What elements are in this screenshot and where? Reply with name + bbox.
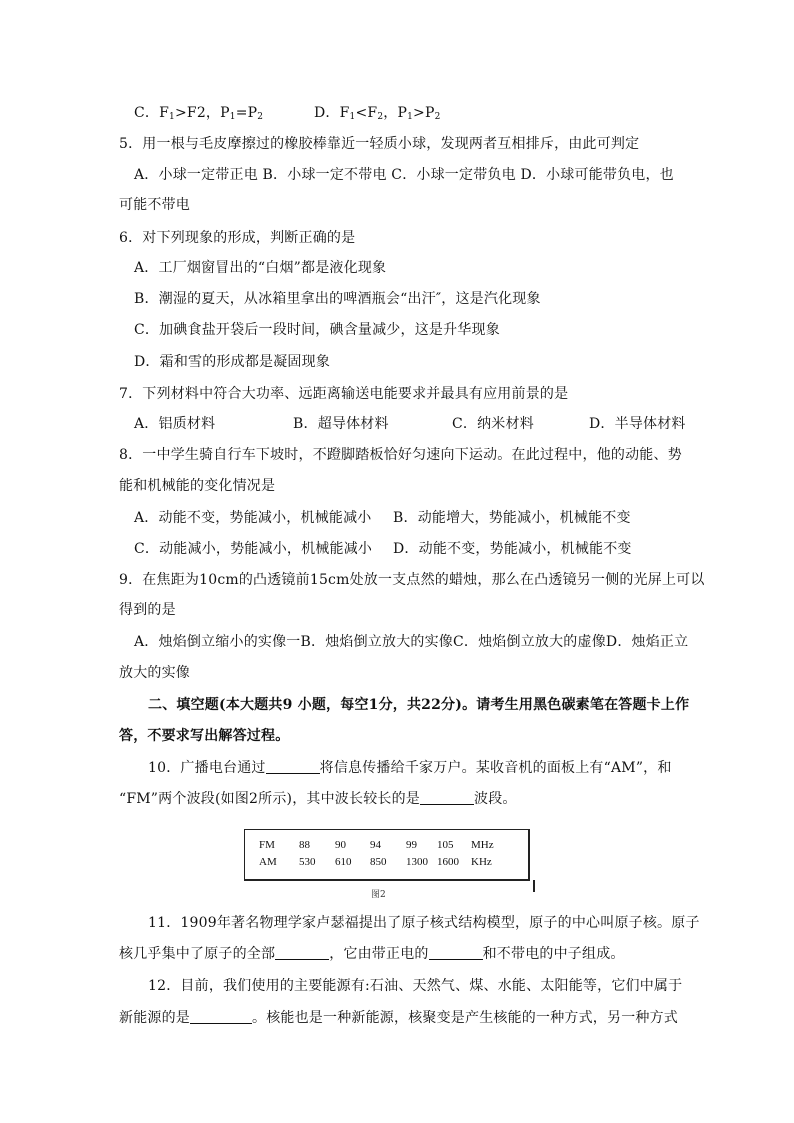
- question-5-options-cont: 可能不带电: [119, 197, 190, 213]
- fm-label: FM: [259, 839, 275, 851]
- am-unit: KHz: [471, 856, 492, 868]
- q4-option-d: D．$F_1<F_2$，$P_1>P_2$: [314, 105, 441, 122]
- question-7-option-c: C．纳米材料: [452, 416, 534, 432]
- question-8-option-c: C．动能减小，势能减小，机械能减小: [134, 541, 373, 557]
- fm-value: 105: [437, 839, 454, 851]
- q10-text-d: 波段。: [474, 791, 517, 807]
- question-8-option-b: B．动能增大，势能减小，机械能不变: [393, 510, 631, 526]
- question-11-line-2: [119, 944, 625, 964]
- fm-value: 90: [335, 839, 346, 851]
- fm-value: 99: [406, 839, 417, 851]
- q12-text-a: 新能源的是: [119, 1010, 190, 1026]
- question-7: 7．下列材料中符合大功率、远距离输送电能要求并最具有应用前景的是: [119, 386, 569, 402]
- q11-text-b: ，它由带正电的: [329, 946, 429, 962]
- section-2-heading-line-2: 答，不要求写出解答过程。: [119, 728, 290, 744]
- am-value: 530: [299, 856, 316, 868]
- am-value: 850: [370, 856, 387, 868]
- radio-band-table: [259, 837, 501, 871]
- q11-blank-2[interactable]: [429, 945, 483, 960]
- question-12-line-1: 12．目前，我们使用的主要能源有:石油、天然气、煤、水能、太阳能等，它们中属于: [148, 978, 683, 994]
- question-6: 6．对下列现象的形成，判断正确的是: [119, 230, 356, 246]
- am-value: 610: [335, 856, 352, 868]
- question-9-options: A．烛焰倒立缩小的实像一B．烛焰倒立放大的实像C．烛焰倒立放大的虚像D．烛焰正立: [134, 634, 689, 650]
- q10-blank-2[interactable]: [420, 790, 474, 805]
- am-label: AM: [259, 856, 277, 868]
- question-6-option-d: D．霜和雪的形成都是凝固现象: [134, 354, 331, 370]
- fm-value: 88: [299, 839, 310, 851]
- question-6-option-b: B．潮湿的夏天，从冰箱里拿出的啤酒瓶会“出汗″，这是汽化现象: [134, 291, 541, 307]
- am-row: [259, 854, 501, 871]
- question-8-option-a: A．动能不变，势能减小，机械能减小: [134, 510, 372, 526]
- q4-option-c: C．$F_1>F2$，$P_1=P_2$: [134, 105, 264, 122]
- question-5-options: A．小球一定带正电 B．小球一定不带电 C．小球一定带负电 D．小球可能带负电，也: [134, 167, 674, 183]
- question-8-line-2: 能和机械能的变化情况是: [119, 478, 276, 494]
- question-9-line-1: 9．在焦距为10cm的凸透镜前15cm处放一支点然的蜡烛，那么在凸透镜另一侧的光屏上可以: [119, 572, 705, 588]
- question-7-option-b: B．超导体材料: [293, 416, 389, 432]
- question-11-line-1: 11．1909年著名物理学家卢瑟福提出了原子核式结构模型，原子的中心叫原子核。原子: [148, 915, 700, 931]
- question-5: 5．用一根与毛皮摩擦过的橡胶棒靠近一轻质小球，发现两者互相排斥，由此可判定: [119, 136, 640, 152]
- section-2-heading-line-1: 二、填空题(本大题共9 小题，每空1分，共22分)。请考生用黑色碳素笔在答题卡上作: [148, 697, 690, 713]
- q11-blank-1[interactable]: [275, 945, 329, 960]
- q10-blank-1[interactable]: [266, 759, 320, 774]
- figure-corner-mark: [533, 880, 535, 892]
- question-12-line-2: [119, 1008, 678, 1028]
- q10-text-b: 将信息传播给千家万户。某收音机的面板上有“AM”，和: [319, 760, 672, 776]
- question-8-option-d: D．动能不变，势能减小，机械能不变: [393, 541, 632, 557]
- q10-text-c: “FM”两个波段(如图2所示)，其中波长较长的是: [119, 791, 420, 807]
- q11-text-c: 和不带电的中子组成。: [482, 946, 625, 962]
- q10-text-a: 10．广播电台通过: [148, 760, 266, 776]
- am-value: 1300: [406, 856, 428, 868]
- question-7-option-d: D．半导体材料: [589, 416, 686, 432]
- question-9-line-2: 得到的是: [119, 602, 176, 618]
- figure-caption: 图2: [371, 890, 386, 900]
- fm-unit: MHz: [471, 839, 494, 851]
- question-7-option-a: A．铝质材料: [134, 416, 216, 432]
- q12-blank-1[interactable]: [190, 1009, 252, 1024]
- question-6-option-c: C．加碘食盐开袋后一段时间，碘含量减少，这是升华现象: [134, 322, 500, 338]
- fm-row: [259, 837, 501, 854]
- question-6-option-a: A．工厂烟窗冒出的“白烟”都是液化现象: [134, 260, 387, 276]
- radio-band-figure: [244, 829, 530, 881]
- am-value: 1600: [437, 856, 459, 868]
- question-8-line-1: 8．一中学生骑自行车下坡时，不蹬脚踏板恰好匀速向下运动。在此过程中，他的动能、势: [119, 447, 682, 463]
- question-10-line-2: [119, 789, 517, 809]
- q11-text-a: 核几乎集中了原子的全部: [119, 946, 276, 962]
- question-9-options-cont: 放大的实像: [119, 665, 190, 681]
- fm-value: 94: [370, 839, 381, 851]
- q12-text-b: 。核能也是一种新能源，核聚变是产生核能的一种方式，另一种方式: [252, 1010, 678, 1026]
- question-10-line-1: [148, 758, 672, 778]
